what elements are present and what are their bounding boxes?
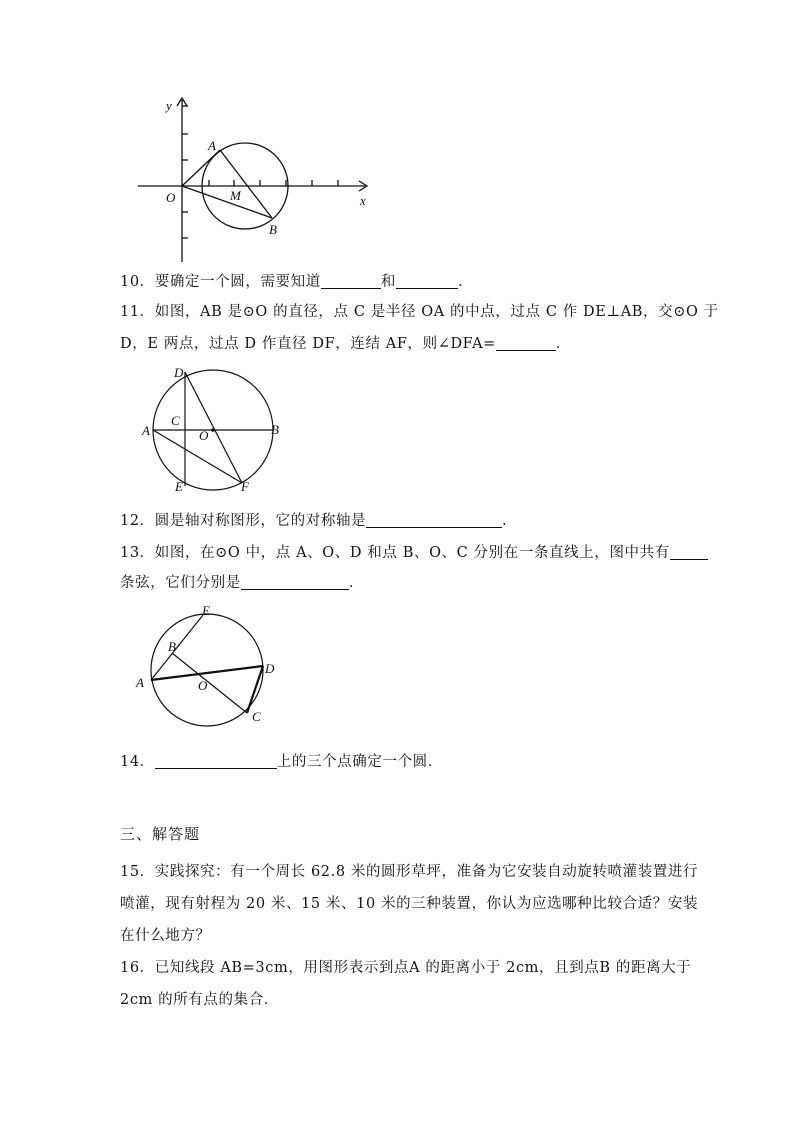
question-15-line-1: 15．实践探究：有一个周长 62.8 米的圆形草坪，准备为它安装自动旋转喷灌装置进行 bbox=[120, 864, 699, 880]
segment-bc bbox=[172, 653, 247, 713]
answer-blank-13b[interactable] bbox=[241, 575, 349, 590]
label-a: A bbox=[142, 423, 150, 438]
label-b: B bbox=[168, 639, 176, 654]
label-m: M bbox=[230, 188, 241, 203]
question-16-line-1: 16．已知线段 AB=3cm，用图形表示到点A 的距离小于 2cm，且到点B 的距离大于 bbox=[120, 960, 692, 976]
label-o: O bbox=[198, 678, 208, 693]
label-b: B bbox=[269, 222, 277, 237]
label-y: y bbox=[166, 98, 172, 113]
answer-blank-11[interactable] bbox=[496, 336, 556, 351]
label-c: C bbox=[171, 413, 180, 428]
answer-blank-10a[interactable] bbox=[321, 274, 381, 289]
question-11-line-1: 11．如图，AB 是⊙O 的直径，点 C 是半径 OA 的中点，过点 C 作 DE⊥AB，交⊙O 于 bbox=[120, 304, 719, 320]
question-15-line-3: 在什么地方？ bbox=[120, 928, 211, 944]
figure-chords bbox=[132, 600, 292, 730]
segment-ob bbox=[182, 186, 272, 218]
question-11-line-2: D，E 两点，过点 D 作直径 DF，连结 AF，则∠DFA= ． bbox=[120, 336, 572, 352]
label-o: O bbox=[199, 428, 209, 443]
answer-blank-12[interactable] bbox=[366, 513, 502, 528]
section-title: 三、解答题 bbox=[120, 825, 201, 843]
chord-ae bbox=[151, 615, 203, 680]
figure-circle-diameter bbox=[138, 362, 298, 497]
segment-oa bbox=[182, 150, 220, 186]
label-e: E bbox=[202, 603, 210, 618]
question-13-line-2: 条弦，它们分别是 ． bbox=[120, 575, 364, 591]
center-dot bbox=[211, 428, 215, 432]
question-10: 10．要确定一个圆，需要知道 和 ． bbox=[120, 274, 474, 290]
question-16-line-2: 2cm 的所有点的集合． bbox=[120, 992, 279, 1008]
label-c: C bbox=[252, 709, 261, 724]
label-o: O bbox=[166, 190, 176, 205]
label-d: D bbox=[265, 661, 275, 676]
segment-ab bbox=[220, 150, 272, 218]
figure-coordinate-circle bbox=[130, 92, 380, 267]
segment-dc-bold bbox=[247, 666, 263, 713]
label-a: A bbox=[208, 138, 216, 153]
label-d: D bbox=[174, 365, 184, 380]
question-15-line-2: 喷灌，现有射程为 20 米、15 米、10 米的三种装置，你认为应选哪种比较合适？安装 bbox=[120, 896, 699, 912]
question-14: 14． 上的三个点确定一个圆． bbox=[120, 754, 443, 770]
question-12: 12．圆是轴对称图形，它的对称轴是 . bbox=[120, 513, 508, 529]
label-b: B bbox=[271, 422, 279, 437]
label-f: F bbox=[241, 479, 249, 494]
answer-blank-13a[interactable] bbox=[670, 545, 708, 560]
label-e: E bbox=[175, 479, 183, 494]
question-13-line-1: 13．如图，在⊙O 中，点 A、O、D 和点 B、O、C 分别在一条直线上，图中共有 bbox=[120, 541, 708, 562]
answer-blank-10b[interactable] bbox=[396, 274, 458, 289]
circle-o bbox=[151, 614, 263, 726]
label-x: x bbox=[360, 193, 366, 208]
answer-blank-14[interactable] bbox=[155, 754, 277, 769]
label-a: A bbox=[136, 675, 144, 690]
